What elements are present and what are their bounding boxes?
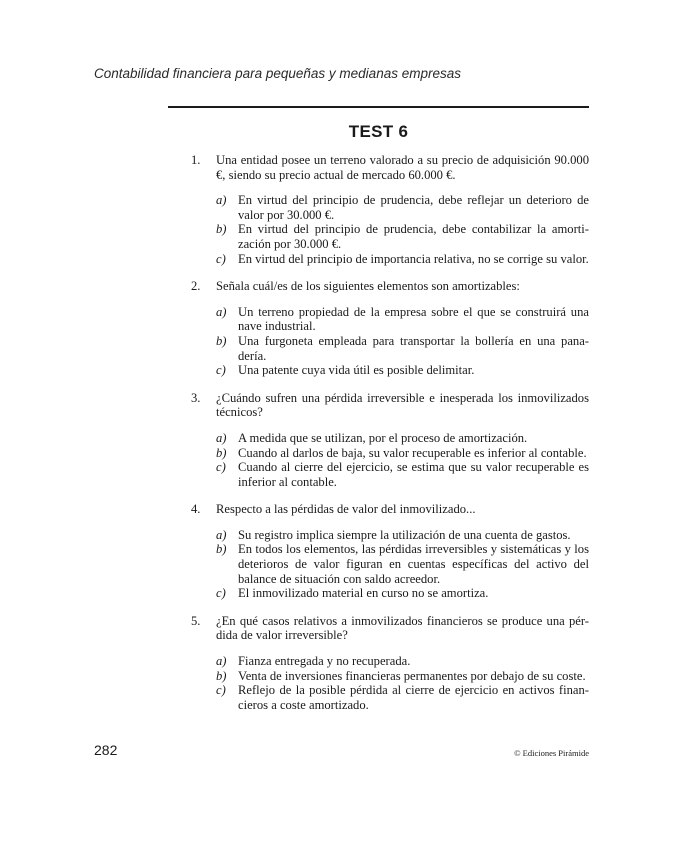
- option-b: [216, 669, 589, 684]
- option-text: Cuando al cierre del ejercicio, se estima que su valor recuperable es inferior al contable.: [238, 460, 589, 489]
- question-number: 5.: [191, 613, 201, 628]
- question-number: 2.: [191, 279, 201, 294]
- option-letter: c): [216, 460, 226, 475]
- option-text: Venta de inversiones financieras permanentes por debajo de su coste.: [238, 668, 586, 683]
- option-text: A medida que se utilizan, por el proceso de amortización.: [238, 430, 528, 445]
- question-text: Una entidad posee un terreno valorado a su precio de adquisición 90.000 €, siendo su precio actual de mercado 60.000 €.: [216, 153, 589, 182]
- options-list: [191, 528, 589, 601]
- option-b: [216, 542, 589, 586]
- question-number: 1.: [191, 153, 201, 167]
- option-a: [216, 193, 589, 222]
- option-text: Cuando al darlos de baja, su valor recuperable es inferior al contable.: [238, 445, 587, 460]
- question-text: ¿Cuándo sufren una pérdida irreversible e inesperada los inmovilizados técnicos?: [216, 390, 589, 420]
- question-text: Señala cuál/es de los siguientes elementos son amortizables:: [216, 279, 520, 294]
- option-a: [216, 305, 589, 334]
- option-letter: c): [216, 586, 226, 601]
- option-b: [216, 222, 589, 251]
- option-text: Una furgoneta empleada para transportar la bollería en una pana-dería.: [238, 333, 589, 363]
- option-text: Un terreno propiedad de la empresa sobre el que se construirá una nave industrial.: [238, 304, 589, 334]
- question-number: 4.: [191, 502, 201, 517]
- test-title: TEST 6: [348, 122, 409, 141]
- option-letter: a): [216, 654, 227, 669]
- option-letter: c): [216, 683, 226, 698]
- option-text: En virtud del principio de prudencia, debe contabilizar la amorti-zación por 30.000 €.: [238, 222, 589, 251]
- options-list: [191, 305, 589, 378]
- option-letter: a): [216, 430, 227, 445]
- question-2: [191, 279, 589, 378]
- option-text: En virtud del principio de prudencia, debe reflejar un deterioro de valor por 30.000 €.: [238, 193, 589, 222]
- option-text: Una patente cuya vida útil es posible delimitar.: [238, 363, 475, 378]
- option-letter: b): [216, 445, 227, 460]
- option-a: [216, 654, 589, 669]
- page-number: 282: [94, 742, 118, 758]
- options-list: [191, 193, 589, 266]
- option-text: Su registro implica siempre la utilización de una cuenta de gastos.: [238, 527, 571, 542]
- option-c: [216, 252, 589, 267]
- option-text: El inmovilizado material en curso no se amortiza.: [238, 586, 489, 601]
- question-5: [191, 614, 589, 713]
- option-letter: b): [216, 222, 227, 237]
- option-a: [216, 431, 589, 446]
- options-list: [191, 431, 589, 489]
- option-letter: b): [216, 333, 227, 348]
- options-list: [191, 654, 589, 712]
- option-letter: c): [216, 363, 226, 378]
- running-header: Contabilidad financiera para pequeñas y medianas empresas: [94, 66, 461, 81]
- option-c: [216, 586, 589, 601]
- question-list: [191, 153, 589, 712]
- option-letter: a): [216, 304, 227, 319]
- question-4: [191, 502, 589, 601]
- option-letter: a): [216, 193, 227, 208]
- option-text: Reflejo de la posible pérdida al cierre de ejercicio en activos finan-cieros a coste amortizado.: [238, 683, 589, 712]
- option-c: [216, 460, 589, 489]
- option-b: [216, 446, 589, 461]
- option-c: [216, 363, 589, 378]
- option-letter: c): [216, 251, 226, 266]
- option-letter: b): [216, 542, 227, 557]
- option-text: En todos los elementos, las pérdidas irreversibles y sistemáticas y los deterioros de valor figuran en cuentas específicas del activo del balance de situación con saldo acreedor.: [238, 542, 589, 586]
- question-text: Respecto a las pérdidas de valor del inmovilizado...: [216, 502, 476, 517]
- question-1: [191, 153, 589, 266]
- option-text: Fianza entregada y no recuperada.: [238, 654, 411, 669]
- option-b: [216, 334, 589, 363]
- header-rule: [168, 106, 589, 108]
- option-text: En virtud del principio de importancia relativa, no se corrige su valor.: [238, 251, 589, 266]
- option-letter: a): [216, 527, 227, 542]
- question-number: 3.: [191, 390, 201, 405]
- option-c: [216, 683, 589, 712]
- publisher-credit: © Ediciones Pirámide: [514, 748, 589, 758]
- option-a: [216, 528, 589, 543]
- question-text: ¿En qué casos relativos a inmovilizados financieros se produce una pér-dida de valor irreversible?: [216, 613, 589, 643]
- option-letter: b): [216, 668, 227, 683]
- question-3: [191, 391, 589, 490]
